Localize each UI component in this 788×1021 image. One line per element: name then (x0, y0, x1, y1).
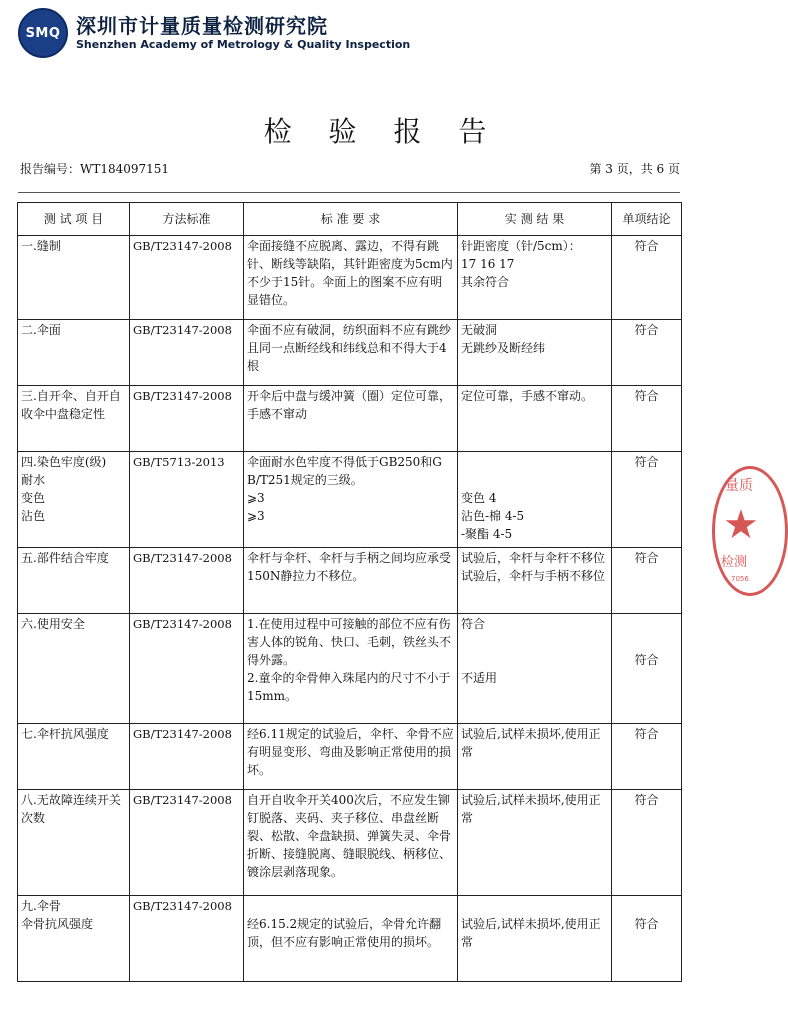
seal-number: 7056 (731, 575, 749, 583)
cell-conclusion: 符合 (612, 320, 682, 386)
cell-result: 针距密度（针/5cm）： 17 16 17 其余符合 (458, 236, 612, 320)
cell-conclusion: 符合 (612, 548, 682, 614)
cell-conclusion: 符合 (612, 386, 682, 452)
cell-standard: GB/T23147-2008 (130, 386, 244, 452)
org-name-cn: 深圳市计量质量检测研究院 (76, 14, 328, 38)
page-header (18, 6, 738, 62)
cell-conclusion: 符合 (612, 790, 682, 896)
cell-requirement: 伞面耐水色牢度不得低于GB250和GB/T251规定的三级。 ⩾3 ⩾3 (244, 452, 458, 548)
cell-result: 变色 4 沾色-棉 4-5 -聚酯 4-5 (458, 452, 612, 548)
seal-bottom-text: 检测 (721, 555, 748, 570)
cell-item: 二.伞面 (18, 320, 130, 386)
cell-requirement: 伞杆与伞杆、伞杆与手柄之间均应承受150N静拉力不移位。 (244, 548, 458, 614)
cell-requirement: 伞面不应有破洞，纺织面料不应有跳纱且同一点断经线和纬线总和不得大于4根 (244, 320, 458, 386)
cell-item: 九.伞骨 伞骨抗风强度 (18, 896, 130, 982)
cell-requirement: 开伞后中盘与缓冲簧（圈）定位可靠，手感不窜动 (244, 386, 458, 452)
cell-result: 试验后,试样未损坏,使用正常 (458, 896, 612, 982)
header-divider (18, 192, 680, 193)
table-row (18, 452, 682, 548)
cell-result: 试验后,试样未损坏,使用正常 (458, 790, 612, 896)
cell-requirement: 经6.11规定的试验后，伞杆、伞骨不应有明显变形、弯曲及影响正常使用的损坏。 (244, 724, 458, 790)
cell-item: 七.伞杆抗风强度 (18, 724, 130, 790)
cell-result: 无破洞 无跳纱及断经纬 (458, 320, 612, 386)
cell-standard: GB/T23147-2008 (130, 236, 244, 320)
cell-standard: GB/T23147-2008 (130, 320, 244, 386)
col-header-item: 测 试 项 目 (18, 203, 130, 236)
table-row (18, 790, 682, 896)
cell-requirement: 伞面接缝不应脱离、露边，不得有跳针、断线等缺陷，其针距密度为5cm内不少于15针。伞面上的图案不应有明显错位。 (244, 236, 458, 320)
cell-item: 三.自开伞、自开自收伞中盘稳定性 (18, 386, 130, 452)
star-icon: ★ (723, 502, 759, 548)
cell-conclusion: 符合 (612, 236, 682, 320)
table-row (18, 724, 682, 790)
table-row (18, 320, 682, 386)
table-row (18, 614, 682, 724)
smq-logo (18, 8, 68, 58)
cell-item: 八.无故障连续开关次数 (18, 790, 130, 896)
cell-standard: GB/T23147-2008 (130, 548, 244, 614)
cell-item: 五.部件结合牢度 (18, 548, 130, 614)
cell-standard: GB/T23147-2008 (130, 724, 244, 790)
cell-requirement: 自开自收伞开关400次后，不应发生铆钉脱落、夹码、夹子移位、串盘丝断裂、松散、伞盘缺损、弹簧失灵、伞骨折断、接缝脱离、缝眼脱线、柄移位、镀涂层剥落现象。 (244, 790, 458, 896)
cell-conclusion: 符合 (612, 614, 682, 724)
page-indicator: 第 3 页，共 6 页 (589, 162, 680, 176)
cell-requirement: 经6.15.2规定的试验后，伞骨允许翻顶，但不应有影响正常使用的损坏。 (244, 896, 458, 982)
col-header-conclusion: 单项结论 (612, 203, 682, 236)
cell-result: 试验后,试样未损坏,使用正常 (458, 724, 612, 790)
report-number: 报告编号：WT184097151 (20, 162, 170, 176)
table-row (18, 896, 682, 982)
table-row (18, 386, 682, 452)
cell-result: 试验后，伞杆与伞杆不移位 试验后，伞杆与手柄不移位 (458, 548, 612, 614)
seal-top-text: 量质 (725, 478, 753, 494)
table-row (18, 548, 682, 614)
cell-item: 一.缝制 (18, 236, 130, 320)
cell-conclusion: 符合 (612, 724, 682, 790)
official-seal (712, 466, 788, 596)
col-header-requirement: 标 准 要 求 (244, 203, 458, 236)
cell-requirement: 1.在使用过程中可接触的部位不应有伤害人体的锐角、快口、毛刺，铁丝头不得外露。 2.童伞的伞骨伸入珠尾内的尺寸不小于15mm。 (244, 614, 458, 724)
cell-item: 六.使用安全 (18, 614, 130, 724)
cell-conclusion: 符合 (612, 452, 682, 548)
cell-standard: GB/T23147-2008 (130, 614, 244, 724)
logo-text: SMQ (25, 25, 61, 41)
table-header-row (18, 203, 682, 236)
cell-standard: GB/T23147-2008 (130, 790, 244, 896)
cell-standard: GB/T5713-2013 (130, 452, 244, 548)
table-row (18, 236, 682, 320)
col-header-standard: 方法标准 (130, 203, 244, 236)
org-name-en: Shenzhen Academy of Metrology & Quality Inspection (76, 38, 411, 51)
cell-item: 四.染色牢度(级) 耐水 变色 沾色 (18, 452, 130, 548)
cell-standard: GB/T23147-2008 (130, 896, 244, 982)
inspection-table (17, 202, 682, 982)
cell-conclusion: 符合 (612, 896, 682, 982)
col-header-result: 实 测 结 果 (458, 203, 612, 236)
page-title: 检 验 报 告 (263, 115, 501, 148)
cell-result: 符合 不适用 (458, 614, 612, 724)
cell-result: 定位可靠，手感不窜动。 (458, 386, 612, 452)
